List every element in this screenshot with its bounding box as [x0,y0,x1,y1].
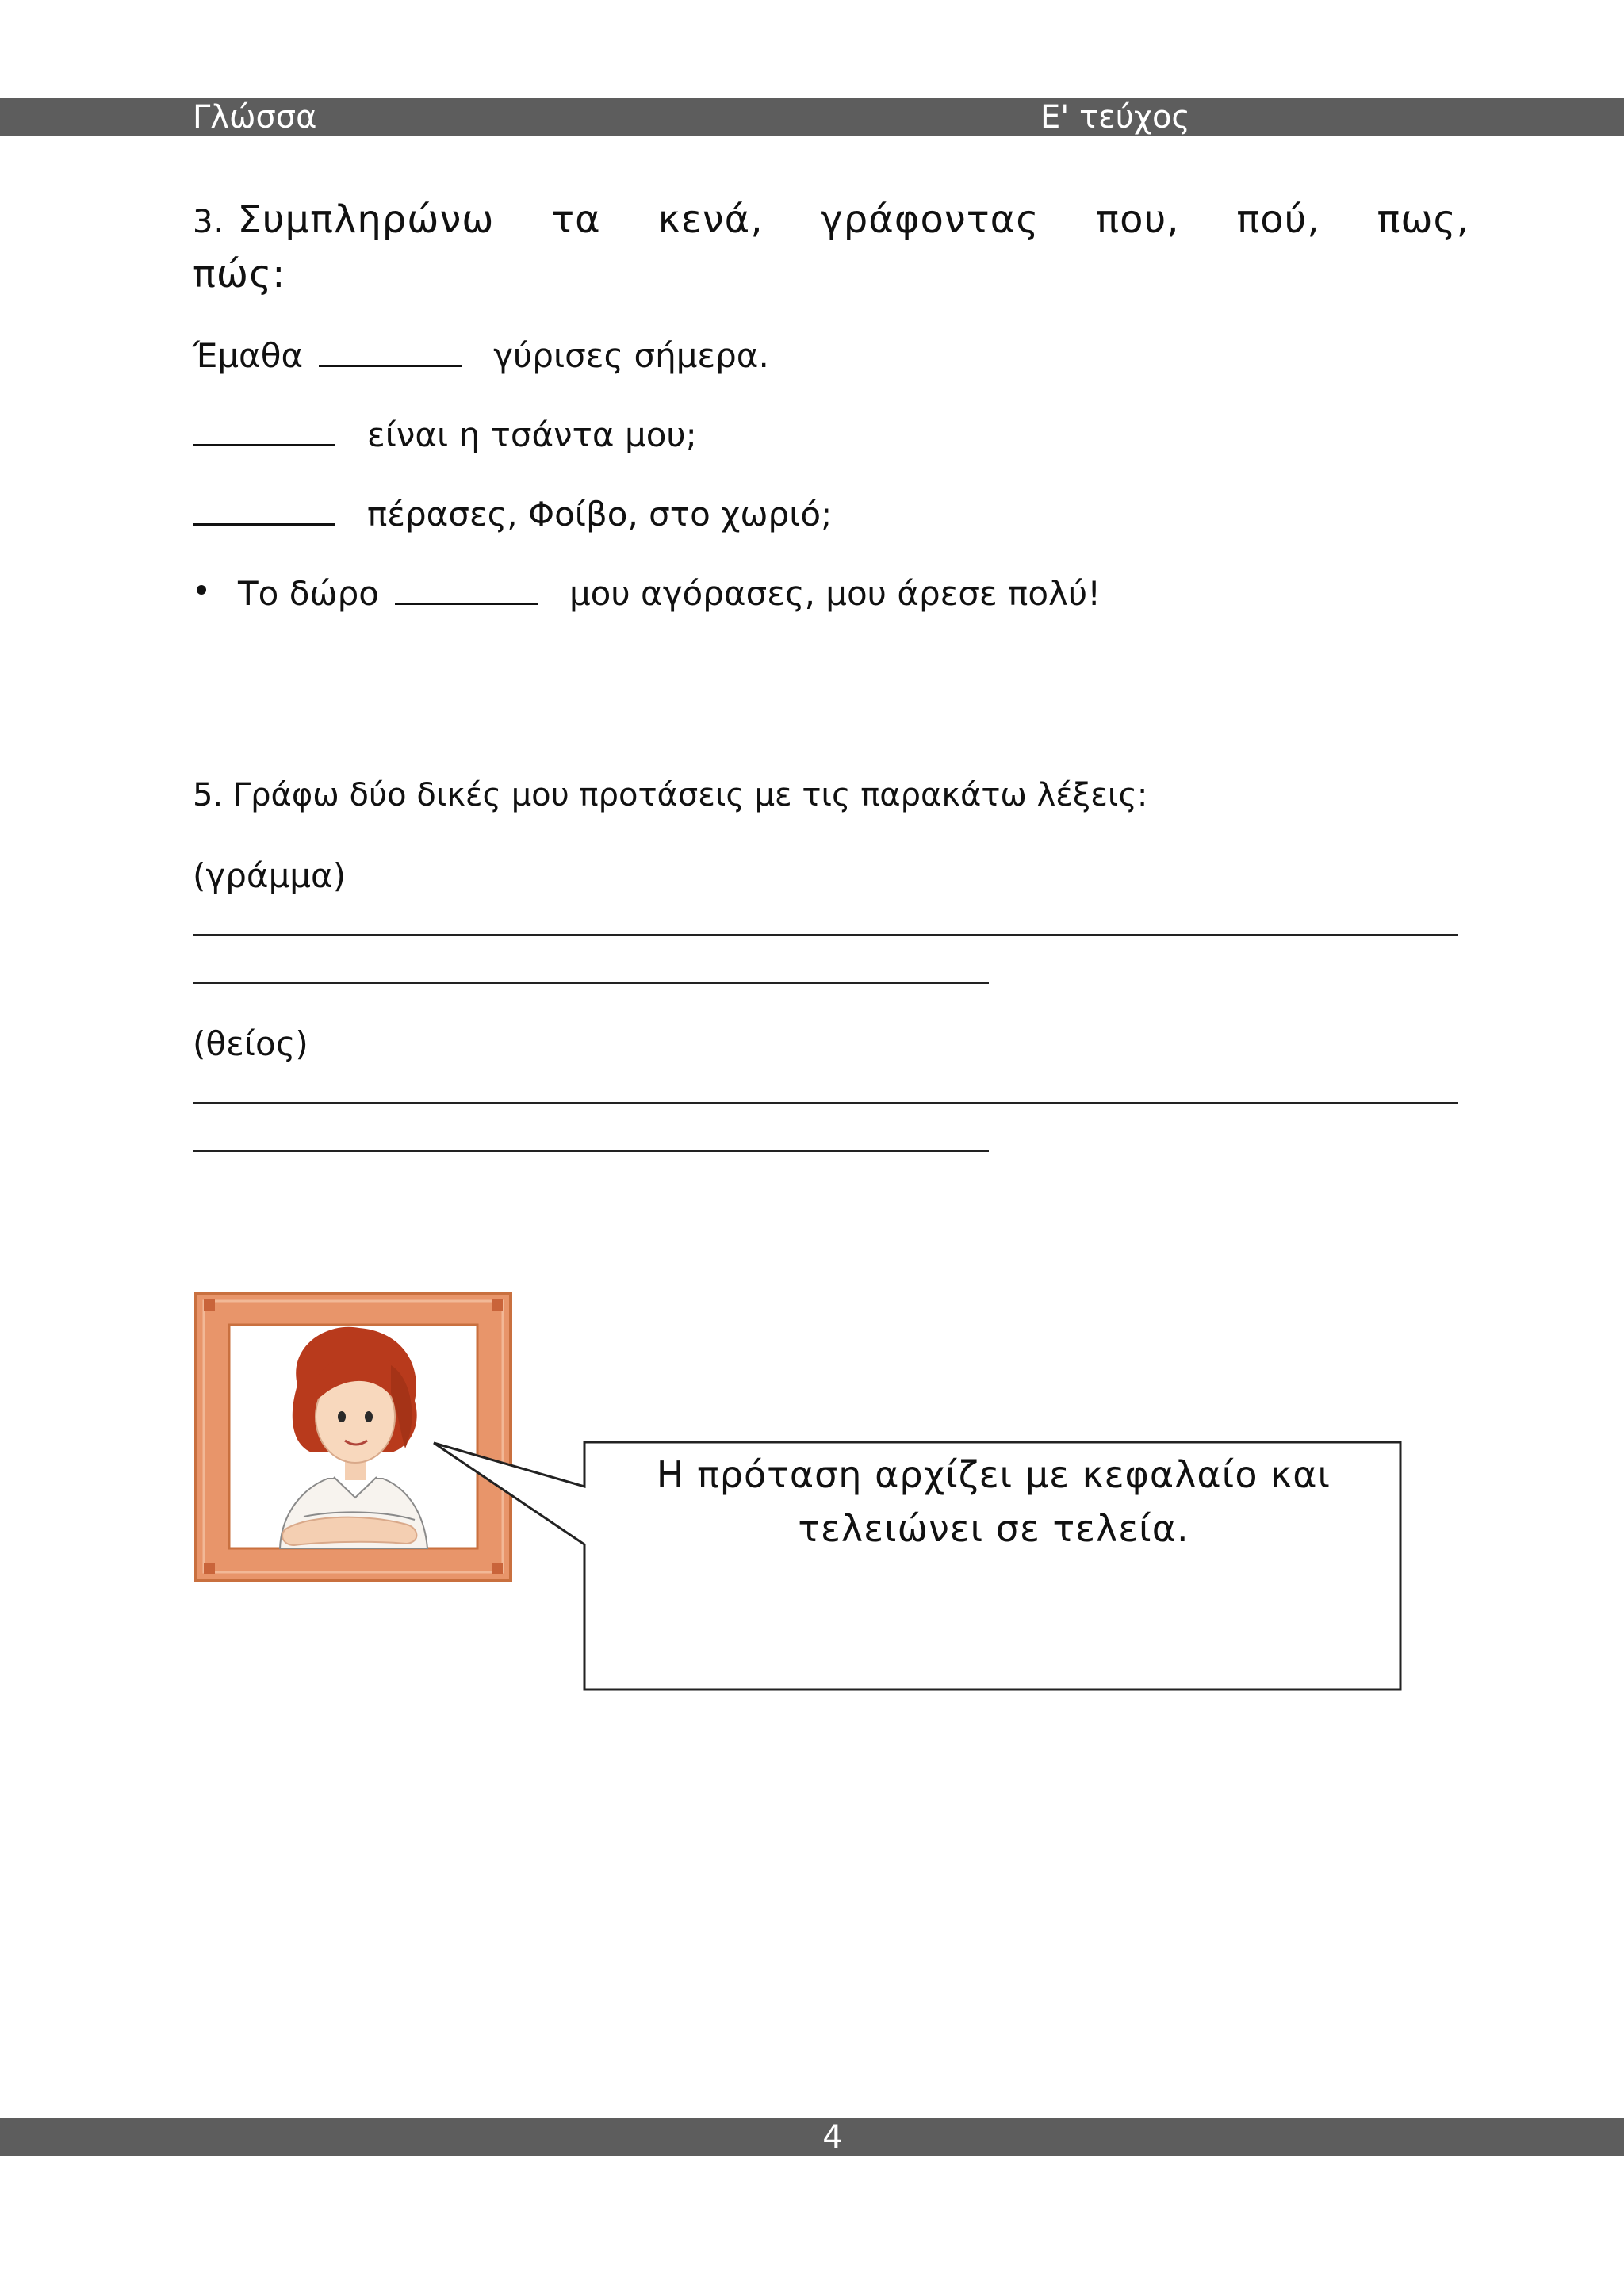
tip-text [587,1448,1400,1556]
sentence-before: Το δώρο [238,574,379,613]
sentence-after: μου αγόρασες, μου άρεσε πολύ! [569,574,1101,613]
girl-figure [280,1327,427,1548]
blank-field[interactable] [395,574,538,605]
header-issue: Ε' τεύχος [1040,99,1190,136]
blank-field[interactable] [319,336,462,367]
header-subject: Γλώσσα [193,99,317,136]
exercise-5-title: 5. Γράφω δύο δικές μου προτάσεις με τις παρακάτω λέξεις: [193,777,1148,813]
sentence-after: γύρισες σήμερα. [493,336,769,375]
writing-line[interactable] [193,1150,989,1152]
page-number: 4 [822,2119,843,2156]
sentence-4 [193,574,1101,613]
title-word: που, [1096,197,1180,242]
sentence-before: Έμαθα [193,336,304,375]
title-word: πως, [1377,197,1469,242]
blank-field[interactable] [193,415,335,446]
writing-line[interactable] [193,982,989,984]
title-word: Συμπληρώνω [237,197,495,242]
title-word: τα [551,197,601,242]
nail-icon [204,1563,215,1574]
sentence-2 [193,415,697,454]
sentence-3 [193,495,832,534]
sentence-after: είναι η τσάντα μου; [367,415,697,454]
writing-line[interactable] [193,1102,1458,1104]
nail-icon [492,1299,503,1311]
title-word: γράφοντας [820,197,1040,242]
bullet-icon [197,585,206,595]
blank-field[interactable] [193,495,335,526]
title-word: πού, [1236,197,1320,242]
sentence-after: πέρασες, Φοίβο, στο χωριό; [367,495,833,534]
word-label-gramma: (γράμμα) [193,856,347,895]
tip-line-1: Η πρόταση αρχίζει με κεφαλαίο και [656,1453,1331,1496]
word-label-theios: (θείος) [193,1024,308,1063]
title-line-2: πώς: [193,252,286,297]
writing-line[interactable] [193,934,1458,936]
exercise-3-title [193,193,1469,300]
title-word: κενά, [657,197,764,242]
nail-icon [204,1299,215,1311]
exercise-number: 3. [193,204,225,240]
tip-line-2: τελειώνει σε τελεία. [798,1507,1189,1550]
sentence-1 [193,336,769,375]
